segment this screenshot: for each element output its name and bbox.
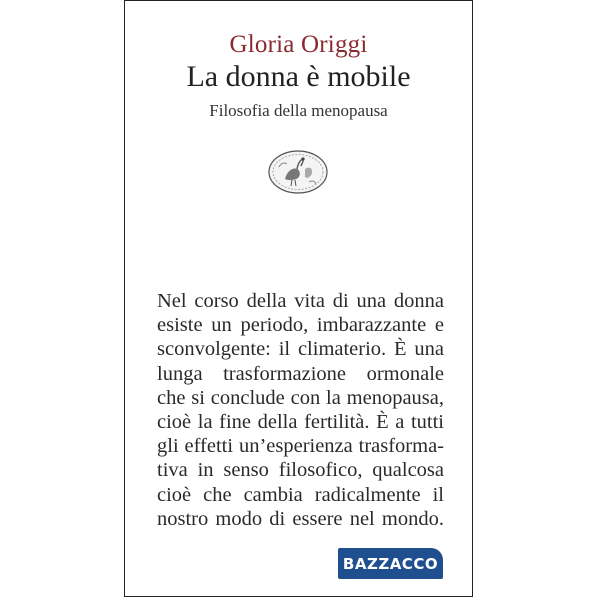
book-cover [124,0,473,597]
blurb-line: sconvolgente: il climaterio. È una [157,338,444,361]
blurb-line: cioè la fine della fertilità. È a tutti [157,411,444,434]
blurb-line: cioè che cambia radicalmente il [157,483,444,506]
bazzacco-badge: BAZZACCO [338,548,443,579]
book-subtitle: Filosofia della menopausa [209,101,388,120]
blurb-line: Nel corso della vita di una donna [157,290,444,312]
book-title: La donna è mobile [186,60,411,93]
author-name: Gloria Origgi [229,31,368,58]
blurb-line: nostro modo di essere nel mondo. [157,507,444,530]
publisher-emblem-icon [267,149,329,195]
blurb-text [157,289,444,531]
blurb-line: esiste un periodo, imbarazzante e [157,314,444,337]
blurb-line: lunga trasformazione ormonale [157,362,444,385]
blurb-line: gli effetti un’esperienza trasforma- [157,435,444,458]
blurb-line: che si conclude con la menopausa, [157,386,444,409]
blurb-line: tiva in senso filosofico, qualcosa [157,459,444,482]
